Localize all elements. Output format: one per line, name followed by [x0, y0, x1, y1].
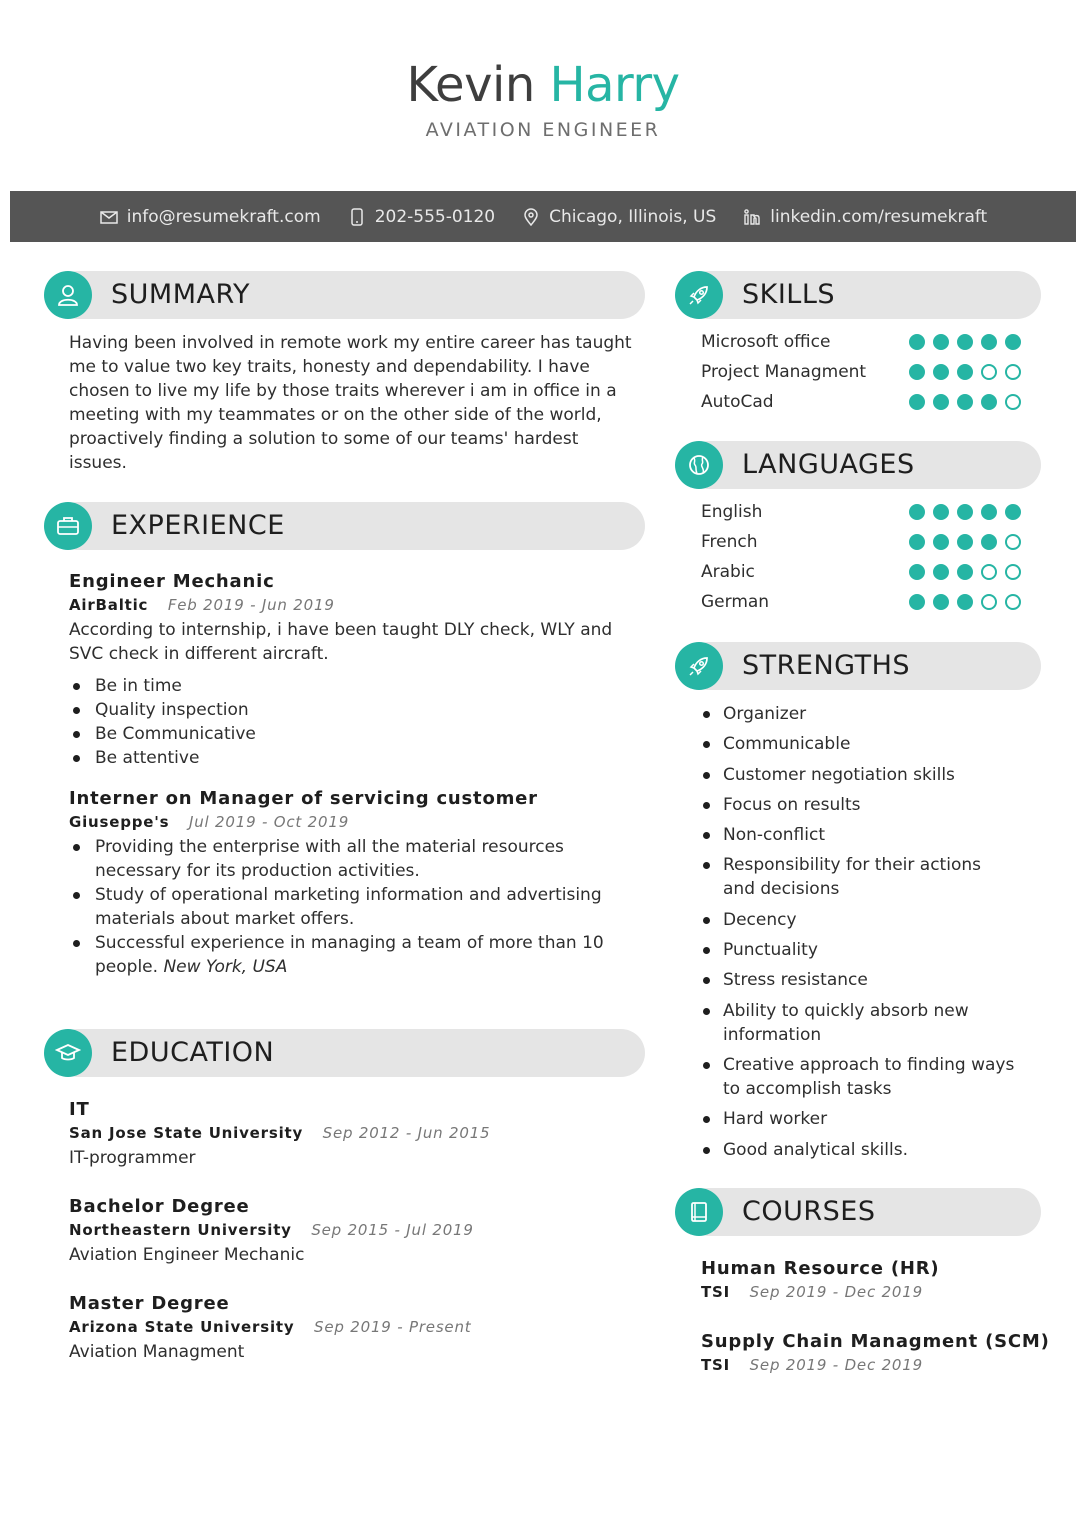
rating-dot-filled: [1005, 504, 1021, 520]
rating-dot-filled: [933, 364, 949, 380]
phone-text: 202-555-0120: [374, 206, 496, 227]
rating-dot-empty: [1005, 534, 1021, 550]
list-item: [701, 793, 1031, 817]
list-item-line: information: [723, 1024, 822, 1045]
skill-rating: [909, 334, 1021, 350]
globe-icon: [686, 452, 712, 478]
list-item-line: [95, 955, 639, 979]
linkedin-icon: [742, 207, 762, 227]
summary-line: Having been involved in remote work my entire career has taught: [69, 333, 632, 353]
strengths-list: [701, 702, 1031, 1168]
rating-dot-empty: [981, 564, 997, 580]
last-name: Harry: [549, 57, 680, 113]
language-name: Arabic: [701, 562, 755, 582]
strengths-title: STRENGTHS: [742, 650, 911, 681]
briefcase-icon: [55, 513, 81, 539]
job-company: Giuseppe's: [69, 813, 170, 831]
resume-header: [0, 55, 1086, 141]
list-item-line: necessary for its production activities.: [95, 861, 420, 881]
rating-dot-filled: [957, 594, 973, 610]
job-role: Interner on Manager of servicing customer: [69, 788, 538, 809]
rating-dot-filled: [981, 334, 997, 350]
rating-dot-filled: [933, 334, 949, 350]
list-item-line: Responsibility for their actions: [723, 855, 981, 876]
rating-dot-empty: [1005, 594, 1021, 610]
edu-org-line: [69, 1221, 474, 1239]
rating-dot-filled: [957, 504, 973, 520]
first-name: Kevin: [406, 57, 535, 113]
rating-dot-filled: [909, 594, 925, 610]
rating-dot-empty: [981, 364, 997, 380]
contact-linkedin[interactable]: [742, 207, 987, 227]
rocket-icon: [686, 653, 712, 679]
list-item: [701, 1053, 1031, 1101]
contact-bar: [10, 191, 1076, 242]
edu-school: San Jose State University: [69, 1124, 304, 1142]
edu-dates: Sep 2019 - Present: [314, 1318, 472, 1336]
email-text: info@resumekraft.com: [126, 206, 321, 227]
contact-phone[interactable]: [347, 207, 495, 227]
rating-dot-filled: [933, 564, 949, 580]
list-item-line: Focus on results: [723, 794, 861, 815]
rating-dot-filled: [981, 504, 997, 520]
edu-degree: IT: [69, 1099, 90, 1120]
graduation-cap-icon: [55, 1040, 81, 1066]
rating-dot-filled: [957, 534, 973, 550]
rating-dot-filled: [957, 564, 973, 580]
summary-title: SUMMARY: [111, 279, 250, 310]
list-item: Quality inspection: [69, 698, 639, 722]
courses-icon-badge: [675, 1188, 723, 1236]
rating-dot-empty: [1005, 564, 1021, 580]
rating-dot-filled: [909, 564, 925, 580]
list-item-line: Providing the enterprise with all the material resources: [95, 837, 564, 857]
edu-school: Northeastern University: [69, 1221, 292, 1239]
experience-heading: [44, 502, 645, 550]
list-item: [701, 1107, 1031, 1131]
language-rating: [909, 564, 1021, 580]
rating-dot-empty: [981, 594, 997, 610]
courses-title: COURSES: [742, 1196, 876, 1227]
edu-org-line: [69, 1124, 490, 1142]
languages-title: LANGUAGES: [742, 449, 915, 480]
language-row: [701, 589, 1021, 615]
skill-row: [701, 329, 1021, 355]
course-org-line: [701, 1356, 923, 1374]
rating-dot-filled: [909, 394, 925, 410]
phone-icon: [347, 207, 367, 227]
course-dates: Sep 2019 - Dec 2019: [749, 1356, 923, 1374]
skills-heading-bg: [685, 271, 1041, 319]
rating-dot-filled: [957, 334, 973, 350]
languages-heading: [675, 441, 1041, 489]
job-org-line: [69, 596, 335, 614]
list-item: Be Communicative: [69, 722, 639, 746]
list-item: Be attentive: [69, 746, 639, 770]
education-heading: [44, 1029, 645, 1077]
job-org-line: [69, 813, 349, 831]
summary-line: me to value two key traits, honesty and dependability. I have: [69, 357, 590, 377]
course-provider: TSI: [701, 1356, 731, 1374]
contact-email[interactable]: [99, 207, 321, 227]
envelope-icon: [99, 207, 119, 227]
edu-degree: Master Degree: [69, 1293, 230, 1314]
list-item: [701, 908, 1031, 932]
skills-icon-badge: [675, 271, 723, 319]
location-text: Chicago, Illinois, US: [549, 206, 717, 227]
job-company: AirBaltic: [69, 596, 149, 614]
list-item-line: Successful experience in managing a team of more than 10: [95, 933, 604, 953]
job-location: New York, USA: [163, 957, 288, 977]
languages-icon-badge: [675, 441, 723, 489]
summary-line: proactively finding a solution to some of our teams' hardest: [69, 429, 579, 449]
summary-text: [69, 331, 639, 475]
skill-name: Project Managment: [701, 362, 867, 382]
rating-dot-filled: [981, 534, 997, 550]
edu-field: Aviation Engineer Mechanic: [69, 1245, 305, 1265]
list-item-line: Hard worker: [723, 1109, 828, 1130]
list-item: [701, 763, 1031, 787]
list-item: [701, 732, 1031, 756]
list-item-line: Decency: [723, 909, 797, 930]
list-item: [701, 968, 1031, 992]
course-name: Supply Chain Managment (SCM): [701, 1331, 1050, 1352]
language-row: [701, 559, 1021, 585]
list-item: [69, 931, 639, 979]
list-item-line: Study of operational marketing information and advertising: [95, 885, 602, 905]
strengths-heading: [675, 642, 1041, 690]
summary-icon-badge: [44, 271, 92, 319]
course-provider: TSI: [701, 1283, 731, 1301]
list-item-line: materials about market offers.: [95, 909, 355, 929]
language-rating: [909, 504, 1021, 520]
rating-dot-filled: [933, 394, 949, 410]
language-row: [701, 499, 1021, 525]
skill-name: AutoCad: [701, 392, 774, 412]
edu-field: IT-programmer: [69, 1148, 196, 1168]
skill-rating: [909, 394, 1021, 410]
list-item: Be in time: [69, 674, 639, 698]
list-item: [69, 835, 639, 883]
skills-title: SKILLS: [742, 279, 836, 310]
list-item: [701, 823, 1031, 847]
list-item-line: Customer negotiation skills: [723, 764, 955, 785]
list-item-line: Communicable: [723, 734, 851, 755]
edu-degree: Bachelor Degree: [69, 1196, 250, 1217]
language-rating: [909, 534, 1021, 550]
contact-location: [521, 207, 716, 227]
list-item: [701, 999, 1031, 1047]
job-dates: Jul 2019 - Oct 2019: [188, 813, 350, 831]
rating-dot-filled: [957, 364, 973, 380]
language-name: English: [701, 502, 763, 522]
skill-row: [701, 359, 1021, 385]
summary-heading: [44, 271, 645, 319]
summary-line: meeting with my teammates or on the other side of the world,: [69, 405, 602, 425]
summary-line: chosen to live my life by those traits wherever i am in office in a: [69, 381, 617, 401]
job-dates: Feb 2019 - Jun 2019: [167, 596, 335, 614]
list-item: [701, 938, 1031, 962]
edu-school: Arizona State University: [69, 1318, 295, 1336]
job-description-line: According to internship, i have been taught DLY check, WLY and: [69, 620, 613, 640]
edu-dates: Sep 2012 - Jun 2015: [322, 1124, 491, 1142]
list-item: [701, 853, 1031, 901]
list-item: [701, 1138, 1031, 1162]
edu-org-line: [69, 1318, 471, 1336]
list-item-line: to accomplish tasks: [723, 1078, 892, 1099]
courses-heading: [675, 1188, 1041, 1236]
rocket-icon: [686, 282, 712, 308]
language-row: [701, 529, 1021, 555]
summary-line: issues.: [69, 453, 127, 473]
job-bullets: [69, 835, 639, 979]
strengths-icon-badge: [675, 642, 723, 690]
education-icon-badge: [44, 1029, 92, 1077]
edu-dates: Sep 2015 - Jul 2019: [311, 1221, 474, 1239]
language-name: French: [701, 532, 758, 552]
linkedin-text: linkedin.com/resumekraft: [770, 206, 988, 227]
job-title: AVIATION ENGINEER: [425, 119, 661, 141]
edu-field: Aviation Managment: [69, 1342, 245, 1362]
list-item-line: Organizer: [723, 704, 807, 724]
rating-dot-filled: [909, 504, 925, 520]
book-icon: [686, 1199, 712, 1225]
rating-dot-filled: [909, 534, 925, 550]
list-item-line: Stress resistance: [723, 970, 868, 991]
skill-rating: [909, 364, 1021, 380]
list-item-line: Non-conflict: [723, 825, 825, 846]
course-dates: Sep 2019 - Dec 2019: [749, 1283, 923, 1301]
rating-dot-empty: [1005, 364, 1021, 380]
list-item: [69, 883, 639, 931]
candidate-name: [0, 55, 1086, 115]
rating-dot-filled: [933, 504, 949, 520]
rating-dot-filled: [933, 534, 949, 550]
experience-icon-badge: [44, 502, 92, 550]
rating-dot-filled: [957, 394, 973, 410]
rating-dot-filled: [933, 594, 949, 610]
map-pin-icon: [521, 207, 541, 227]
rating-dot-filled: [1005, 334, 1021, 350]
list-item-line: Punctuality: [723, 940, 818, 961]
list-item-text: people.: [95, 957, 159, 977]
skills-heading: [675, 271, 1041, 319]
experience-title: EXPERIENCE: [111, 510, 285, 541]
list-item-line: Ability to quickly absorb new: [723, 1000, 969, 1021]
list-item-line: Good analytical skills.: [723, 1139, 908, 1160]
list-item-line: and decisions: [723, 879, 840, 900]
user-icon: [55, 282, 81, 308]
education-title: EDUCATION: [111, 1037, 275, 1068]
list-item: [701, 702, 1031, 726]
language-name: German: [701, 592, 770, 612]
job-role: Engineer Mechanic: [69, 571, 275, 592]
language-rating: [909, 594, 1021, 610]
rating-dot-empty: [1005, 394, 1021, 410]
job-bullets: [69, 674, 639, 770]
rating-dot-filled: [909, 364, 925, 380]
skill-row: [701, 389, 1021, 415]
course-org-line: [701, 1283, 923, 1301]
course-name: Human Resource (HR): [701, 1258, 940, 1279]
job-description: [69, 618, 639, 666]
list-item-line: Creative approach to finding ways: [723, 1054, 1015, 1075]
rating-dot-filled: [909, 334, 925, 350]
skill-name: Microsoft office: [701, 332, 831, 352]
job-description-line: SVC check in different aircraft.: [69, 644, 329, 664]
rating-dot-filled: [981, 394, 997, 410]
